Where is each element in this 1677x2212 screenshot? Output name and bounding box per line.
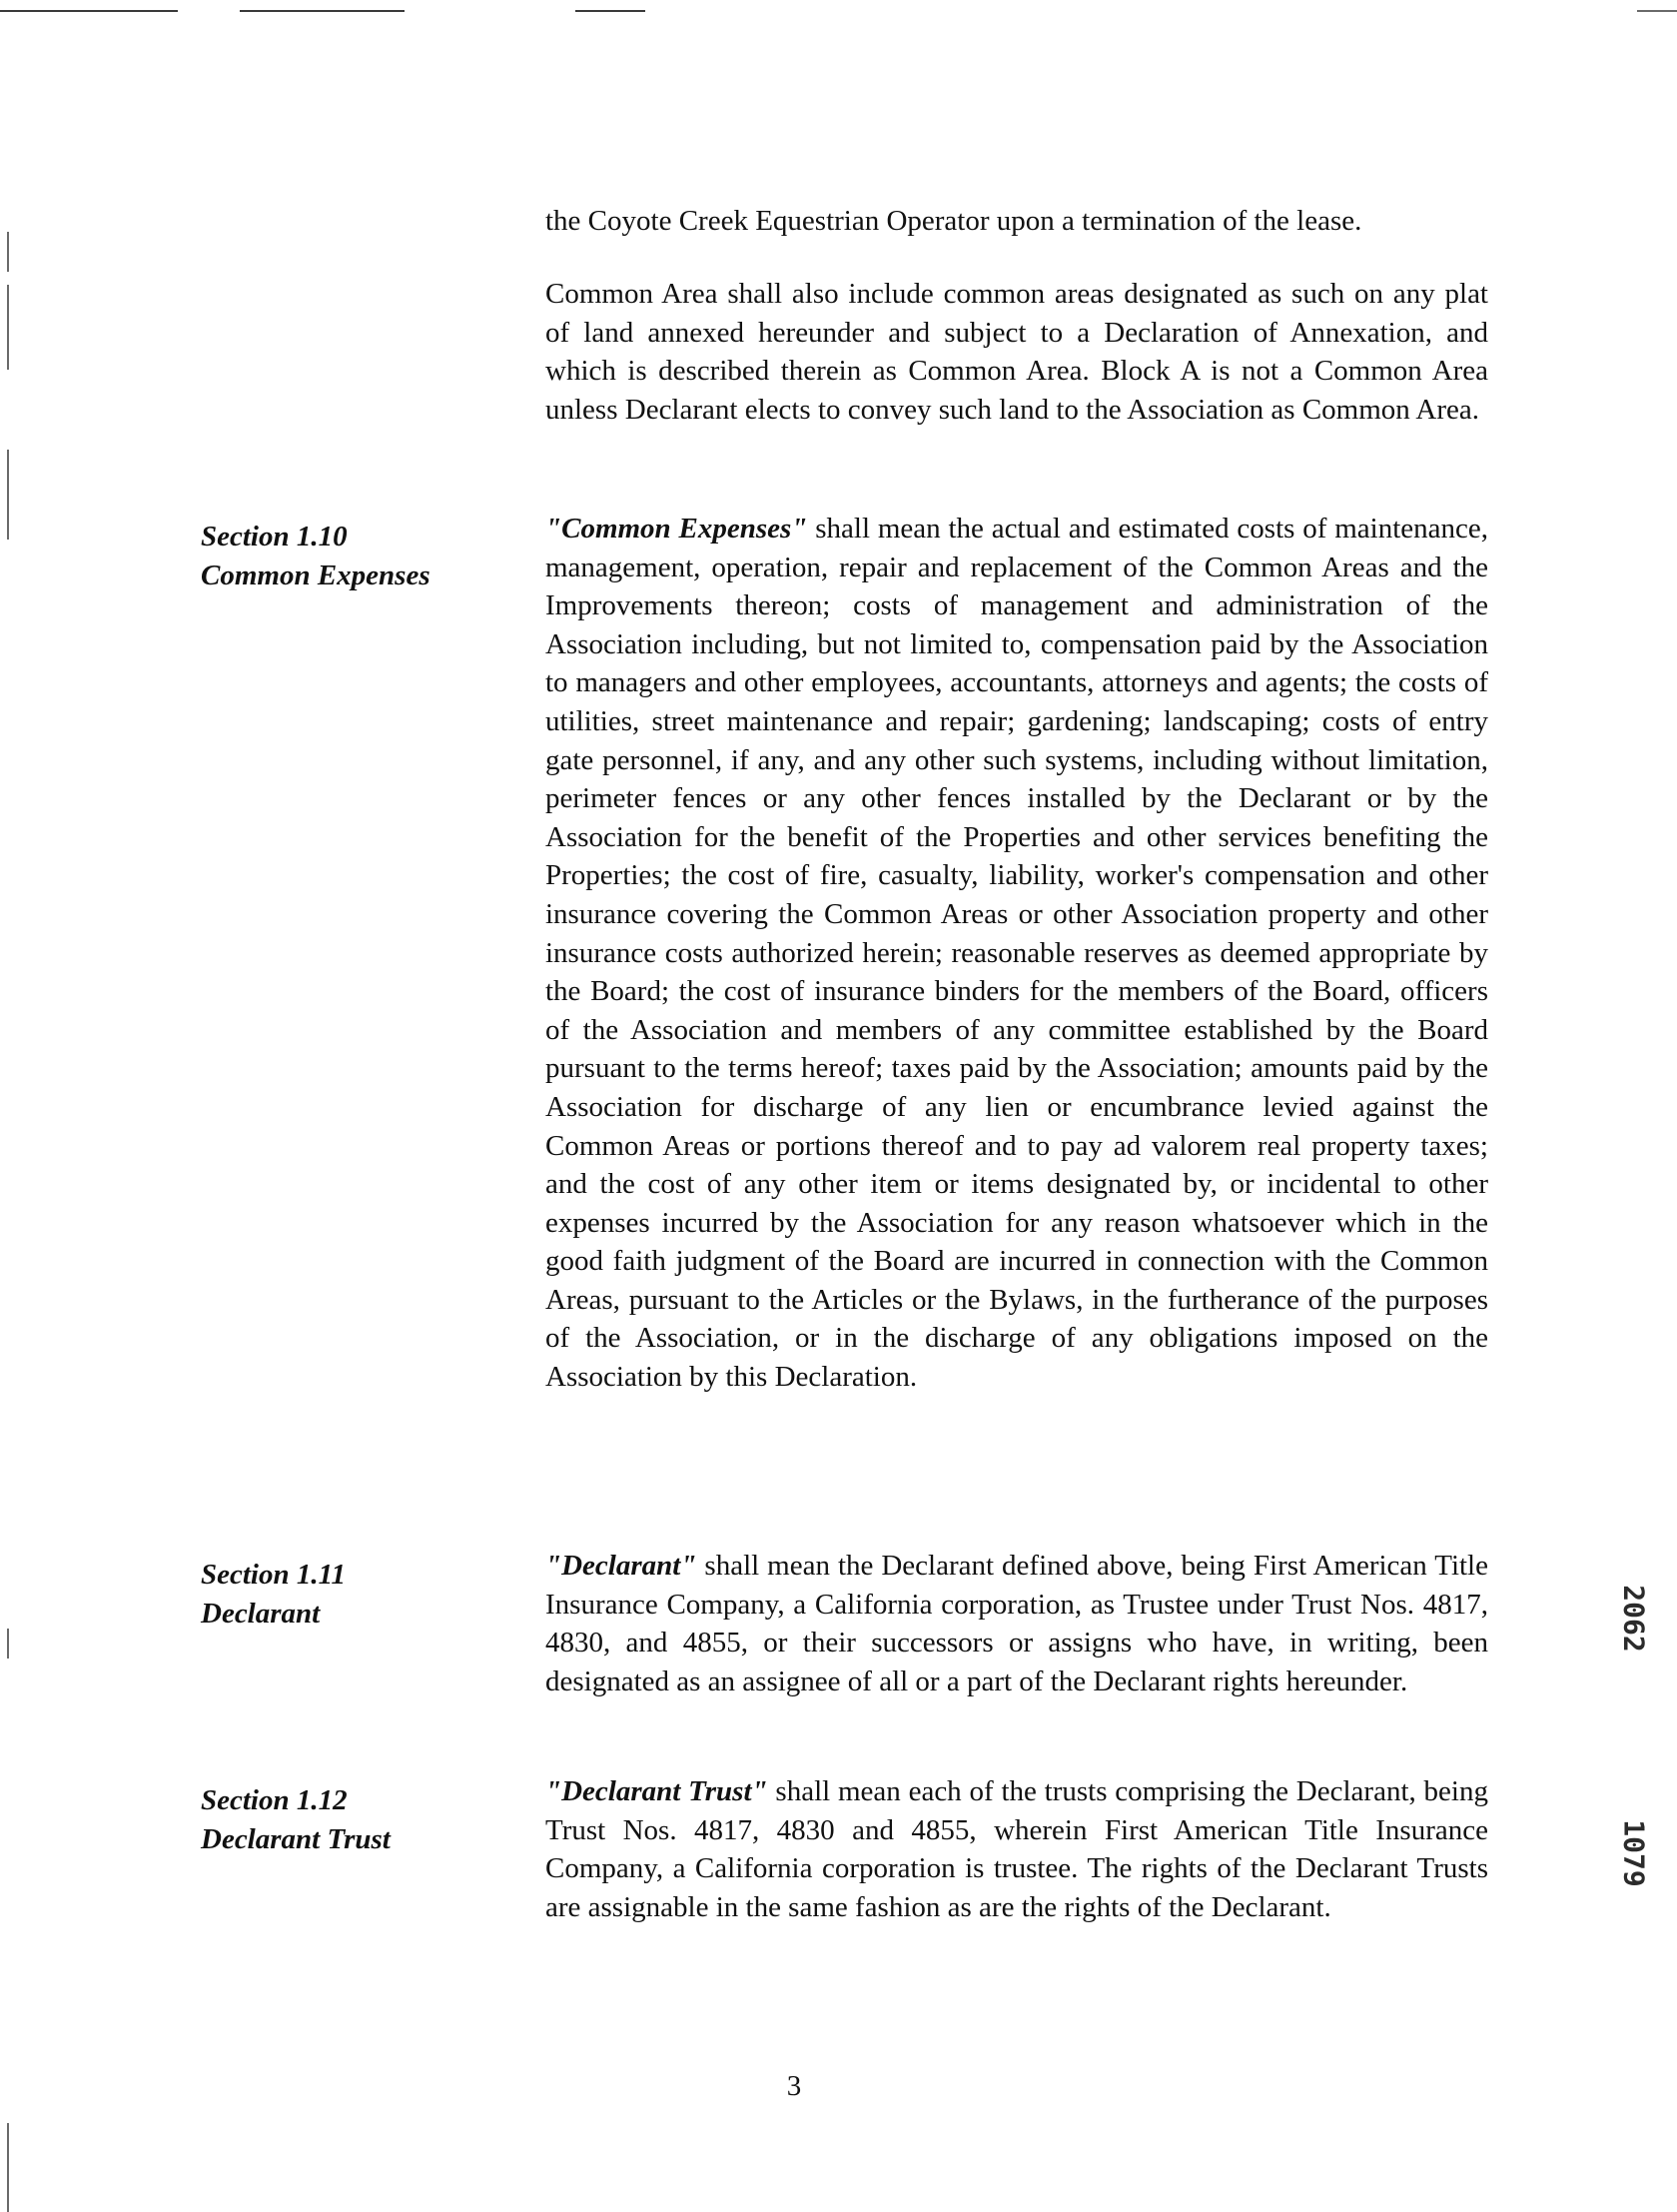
stamp-number-top: 2062 xyxy=(1618,1585,1651,1653)
defined-term: "Common Expenses" xyxy=(545,513,808,545)
section-body-1-11 xyxy=(545,1547,1488,1700)
defined-term: "Declarant Trust" xyxy=(545,1775,768,1807)
page-number: 3 xyxy=(786,2070,802,2102)
section-heading-1-11 xyxy=(201,1556,346,1633)
section-title: Declarant xyxy=(201,1597,321,1630)
recording-stamp-top xyxy=(1618,1564,1651,1653)
section-number: Section 1.10 xyxy=(201,521,348,553)
continuation-paragraph xyxy=(545,202,1488,241)
continuation-text: the Coyote Creek Equestrian Operator upon a termination of the lease. xyxy=(545,205,1362,237)
section-number: Section 1.12 xyxy=(201,1784,348,1816)
scan-artifact-left-5 xyxy=(7,2123,9,2212)
scan-artifact-left-2 xyxy=(7,285,9,370)
definition-text: shall mean each of the trusts comprising the Declarant, being Trust Nos. 4817, 4830 and 4855, wherein First American Title Insurance Company, a California corporation is trustee. The rights of the Declarant Trusts are assignable in the same fashion as are the rights of the Declarant. xyxy=(545,1775,1488,1923)
section-title: Declarant Trust xyxy=(201,1822,391,1855)
scan-artifact-left-3 xyxy=(7,450,9,540)
section-body-1-10 xyxy=(545,510,1488,1397)
definition-text: shall mean the Declarant defined above, being First American Title Insurance Company, a California corporation, as Trustee under Trust Nos. 4817, 4830, and 4855, or their successors or assigns who have, in writing, been designated as an assignee of all or a part of the Declarant rights hereunder. xyxy=(545,1550,1488,1697)
scan-artifact-rule-3 xyxy=(575,10,645,12)
defined-term: "Declarant" xyxy=(545,1550,697,1582)
section-body-1-12 xyxy=(545,1772,1488,1926)
stamp-number-bottom: 1079 xyxy=(1618,1819,1651,1887)
recording-stamp-bottom xyxy=(1618,1798,1651,1887)
scan-artifact-right xyxy=(1637,10,1677,12)
common-area-text: Common Area shall also include common areas designated as such on any plat of land annexed hereunder and subject to a Declaration of Annexation, and which is described therein as Common Area. Block A is not a Common Area unless Declarant elects to convey such land to the Association as Common Area. xyxy=(545,278,1488,426)
section-title: Common Expenses xyxy=(201,558,430,591)
scan-artifact-rule-2 xyxy=(240,10,405,12)
section-heading-1-10 xyxy=(201,518,430,594)
scan-artifact-rule-1 xyxy=(0,10,178,12)
section-heading-1-12 xyxy=(201,1781,391,1858)
scan-artifact-left-1 xyxy=(7,232,9,272)
definition-text: shall mean the actual and estimated costs of maintenance, management, operation, repair and replacement of the Common Areas and the Improvements thereon; costs of management and administration of the Association including, but not limited to, compensation paid by the Association to managers and other employees, accountants, attorneys and agents; the costs of utilities, street maintenance and repair; gardening; landscaping; costs of entry gate personnel, if any, and any other such systems, including without limitation, perimeter fences or any other fences installed by the Declarant or by the Association for the benefit of the Properties and other services benefiting the Properties; the cost of fire, casualty, liability, worker's compensation and other insurance covering the Common Areas or other Association property and other insurance costs authorized herein; reasonable reserves as deemed appropriate by the Board; the cost of insurance binders for the members of the Board, officers of the Association and members of any committee established by the Board pursuant to the terms hereof; taxes paid by the Association; amounts paid by the Association for discharge of any lien or encumbrance levied against the Common Areas or portions thereof and to pay ad valorem real property taxes; and the cost of any other item or items designated by, or incidental to other expenses incurred by the Association for any reason whatsoever which in the good faith judgment of the Board are incurred in connection with the Common Areas, pursuant to the Articles or the Bylaws, in the furtherance of the purposes of the Association, or in the discharge of any obligations imposed on the Association by this Declaration. xyxy=(545,513,1488,1394)
scan-artifact-left-4 xyxy=(7,1629,9,1659)
section-number: Section 1.11 xyxy=(201,1559,347,1591)
common-area-paragraph xyxy=(545,275,1488,429)
